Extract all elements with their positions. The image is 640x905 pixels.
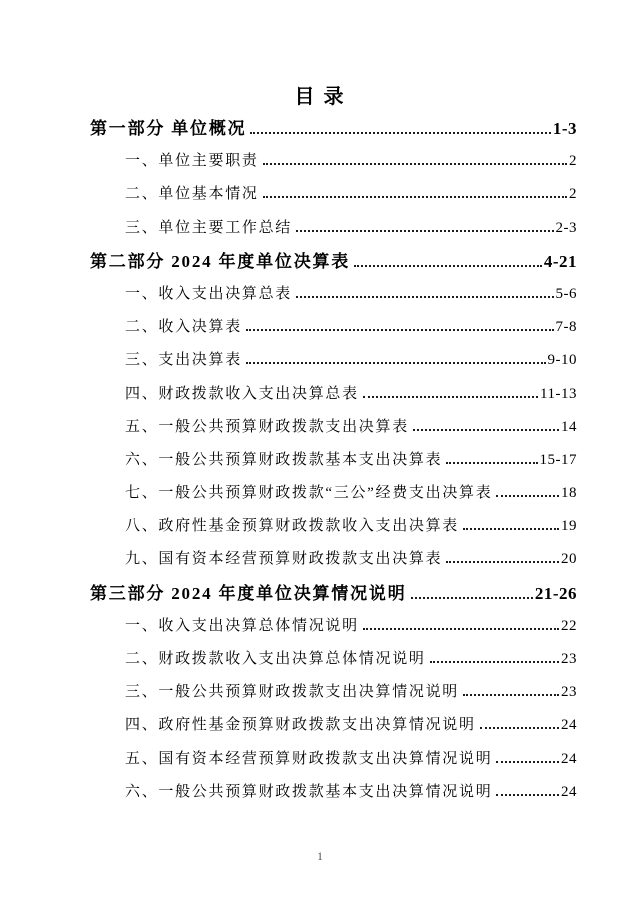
- toc-item[interactable]: [90, 477, 577, 510]
- toc-entry-label: 第一部分 单位概况: [90, 119, 247, 138]
- toc-entry-label: 八、政府性基金预算财政拨款收入支出决算表: [125, 518, 460, 535]
- dot-leader: [263, 196, 567, 198]
- toc-entry-page: 4-21: [543, 251, 577, 271]
- toc-item[interactable]: [90, 643, 577, 676]
- toc-entry-page: 19: [561, 518, 577, 535]
- toc-entry-page: 2: [569, 186, 577, 203]
- toc-item[interactable]: [90, 709, 577, 742]
- toc-entry-label: 二、收入决算表: [125, 319, 242, 336]
- toc-entry-page: 5-6: [555, 285, 577, 302]
- toc-entry-label: 一、收入支出决算总表: [125, 285, 293, 302]
- toc-section-3[interactable]: [90, 577, 577, 610]
- dot-leader: [463, 528, 559, 530]
- dot-leader: [496, 495, 559, 497]
- toc-entry-label: 三、支出决算表: [125, 352, 242, 369]
- toc-entry-label: 七、一般公共预算财政拨款“三公”经费支出决算表: [125, 485, 493, 502]
- toc-item[interactable]: [90, 212, 577, 245]
- toc-entry-label: 二、单位基本情况: [125, 186, 259, 203]
- dot-leader: [446, 462, 537, 464]
- toc-entry-page: 24: [561, 783, 577, 800]
- dot-leader: [363, 396, 538, 398]
- toc-section-1[interactable]: [90, 112, 577, 145]
- toc-entry-page: 23: [561, 684, 577, 701]
- dot-leader: [296, 296, 553, 298]
- toc-item[interactable]: [90, 610, 577, 643]
- page-title: 目 录: [294, 86, 346, 108]
- dot-leader: [413, 429, 559, 431]
- toc-entry-label: 一、收入支出决算总体情况说明: [125, 617, 359, 634]
- dot-leader: [496, 794, 559, 796]
- dot-leader: [496, 761, 559, 763]
- toc-item[interactable]: [90, 278, 577, 311]
- toc-entry-label: 第二部分 2024 年度单位决算表: [90, 251, 351, 271]
- toc-item[interactable]: [90, 311, 577, 344]
- dot-leader: [354, 265, 542, 267]
- toc-entry-page: 21-26: [534, 583, 577, 603]
- toc-entry-page: 20: [561, 551, 577, 568]
- toc-entry-page: 22: [561, 617, 577, 634]
- toc-entry-page: 11-13: [540, 385, 577, 402]
- toc-entry-label: 四、财政拨款收入支出决算总表: [125, 385, 359, 402]
- toc-item[interactable]: [90, 743, 577, 776]
- toc-item[interactable]: [90, 676, 577, 709]
- toc-entry-page: 23: [561, 651, 577, 667]
- toc-entry-label: 二、财政拨款收入支出决算总体情况说明: [125, 651, 426, 667]
- toc-item[interactable]: [90, 145, 577, 178]
- dot-leader: [463, 694, 559, 696]
- table-of-contents: [90, 112, 577, 809]
- dot-leader: [246, 362, 546, 364]
- dot-leader: [480, 727, 559, 729]
- toc-item[interactable]: [90, 510, 577, 543]
- dot-leader: [296, 230, 553, 232]
- toc-entry-label: 第三部分 2024 年度单位决算情况说明: [90, 583, 407, 603]
- toc-item[interactable]: [90, 344, 577, 377]
- toc-item[interactable]: [90, 178, 577, 211]
- dot-leader: [246, 329, 554, 331]
- toc-entry-page: 24: [561, 717, 577, 734]
- dot-leader: [411, 597, 533, 599]
- toc-entry-page: 1-3: [552, 119, 577, 138]
- toc-item[interactable]: [90, 543, 577, 576]
- toc-entry-label: 五、国有资本经营预算财政拨款支出决算情况说明: [125, 750, 493, 767]
- toc-entry-page: 18: [561, 485, 577, 502]
- dot-leader: [263, 163, 567, 165]
- toc-entry-page: 15-17: [539, 451, 577, 468]
- dot-leader: [250, 132, 550, 134]
- toc-entry-page: 2: [569, 153, 577, 170]
- toc-entry-label: 六、一般公共预算财政拨款基本支出决算表: [125, 451, 443, 468]
- toc-item[interactable]: [90, 411, 577, 444]
- toc-section-2[interactable]: [90, 245, 577, 278]
- page-number: 1: [317, 849, 323, 863]
- toc-entry-label: 四、政府性基金预算财政拨款支出决算情况说明: [125, 717, 476, 734]
- toc-entry-label: 九、国有资本经营预算财政拨款支出决算表: [125, 551, 443, 568]
- toc-item[interactable]: [90, 444, 577, 477]
- dot-leader: [363, 628, 559, 630]
- toc-entry-page: 24: [561, 750, 577, 767]
- dot-leader: [446, 561, 559, 563]
- toc-entry-label: 三、单位主要工作总结: [125, 219, 293, 236]
- toc-entry-page: 9-10: [547, 352, 577, 369]
- toc-item[interactable]: [90, 378, 577, 411]
- toc-entry-page: 14: [561, 418, 577, 435]
- toc-item[interactable]: [90, 776, 577, 809]
- toc-entry-label: 六、一般公共预算财政拨款基本支出决算情况说明: [125, 783, 493, 800]
- toc-entry-label: 一、单位主要职责: [125, 153, 259, 170]
- toc-entry-label: 三、一般公共预算财政拨款支出决算情况说明: [125, 684, 460, 701]
- toc-entry-page: 7-8: [555, 319, 577, 336]
- toc-entry-label: 五、一般公共预算财政拨款支出决算表: [125, 418, 409, 435]
- toc-entry-page: 2-3: [555, 219, 577, 236]
- dot-leader: [430, 661, 559, 663]
